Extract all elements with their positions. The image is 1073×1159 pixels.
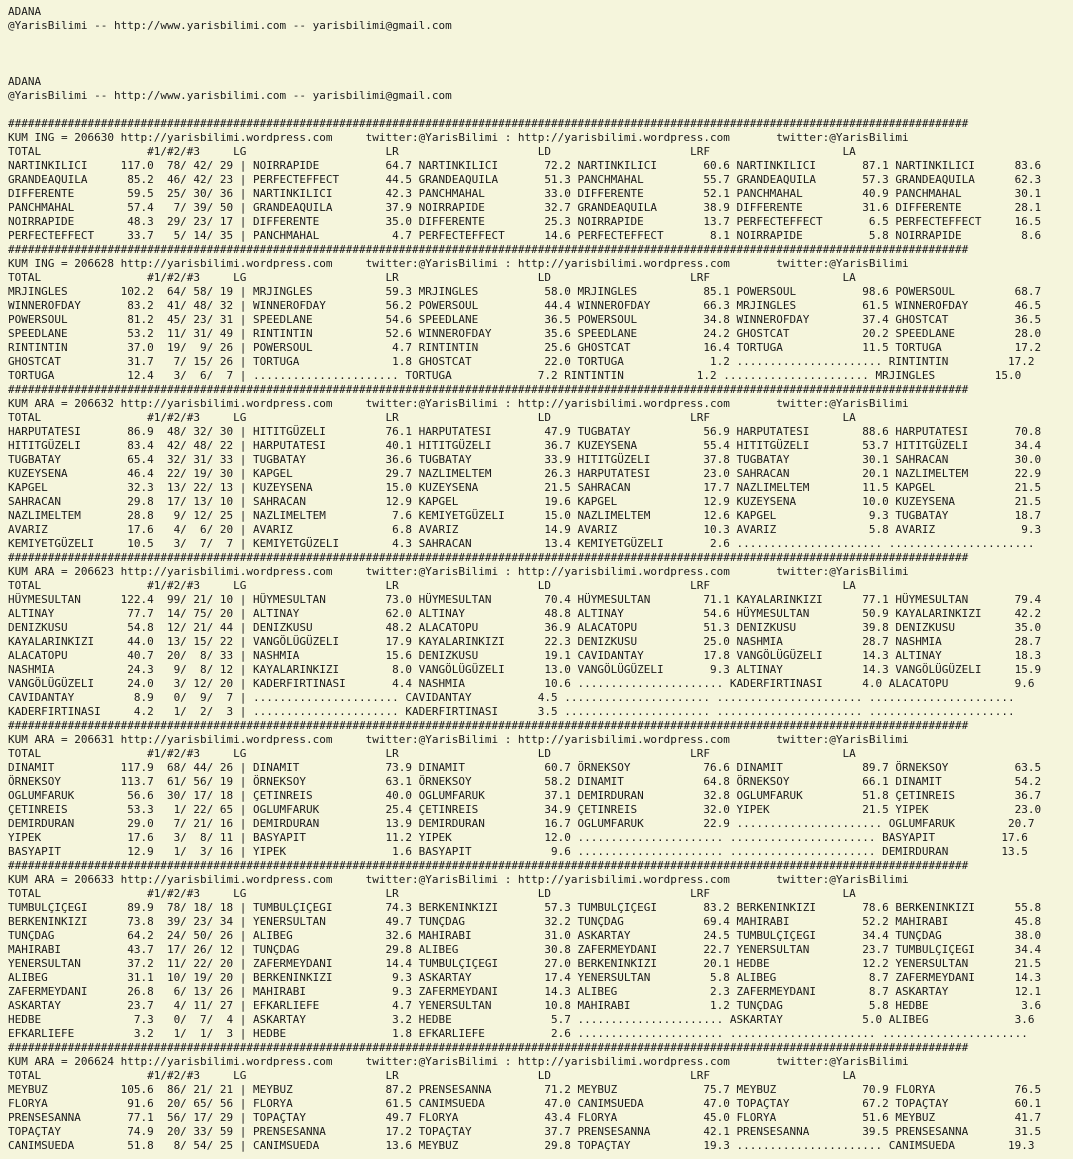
horse-row: ALTINAY 77.7 14/ 75/ 20 | ALTINAY 62.0 ALTINAY 48.8 ALTINAY 54.6 HÜYMESULTAN 50.9 KAYALARINKIZI 42.2 xyxy=(8,607,1042,620)
horse-row: POWERSOUL 81.2 45/ 23/ 31 | SPEEDLANE 54.6 SPEEDLANE 36.5 POWERSOUL 34.8 WINNEROFDAY 37.4 GHOSTCAT 36.5 xyxy=(8,313,1042,326)
horse-row: ZAFERMEYDANI 26.8 6/ 13/ 26 | MAHIRABI 9.3 ZAFERMEYDANI 14.3 ALIBEG 2.3 ZAFERMEYDANI 8.7 ASKARTAY 12.1 xyxy=(8,985,1042,998)
column-header: TOTAL #1/#2/#3 LG LR LD LRF LA xyxy=(8,887,856,900)
horse-row: CANIMSUEDA 51.8 8/ 54/ 25 | CANIMSUEDA 13.6 MEYBUZ 29.8 TOPAÇTAY 19.3 ...................... CANIMSUEDA 19.3 xyxy=(8,1139,1035,1152)
horse-row: TORTUGA 12.4 3/ 6/ 7 | ...................... TORTUGA 7.2 RINTINTIN 1.2 ...................... MRJINGLES 15.0 xyxy=(8,369,1022,382)
column-header: TOTAL #1/#2/#3 LG LR LD LRF LA xyxy=(8,579,856,592)
horse-row: KUZEYSENA 46.4 22/ 19/ 30 | KAPGEL 29.7 NAZLIMELTEM 26.3 HARPUTATESI 23.0 SAHRACAN 20.1 NAZLIMELTEM 22.9 xyxy=(8,467,1042,480)
horse-row: HÜYMESULTAN 122.4 99/ 21/ 10 | HÜYMESULTAN 73.0 HÜYMESULTAN 70.4 HÜYMESULTAN 71.1 KAYALARINKIZI 77.1 HÜYMESULTAN 79.4 xyxy=(8,593,1042,606)
horse-row: TUGBATAY 65.4 32/ 31/ 33 | TUGBATAY 36.6 TUGBATAY 33.9 HITITGÜZELI 37.8 TUGBATAY 30.1 SAHRACAN 30.0 xyxy=(8,453,1042,466)
horse-row: NAZLIMELTEM 28.8 9/ 12/ 25 | NAZLIMELTEM 7.6 KEMIYETGÜZELI 15.0 NAZLIMELTEM 12.6 KAPGEL 9.3 TUGBATAY 18.7 xyxy=(8,509,1042,522)
horse-row: ALACATOPU 40.7 20/ 8/ 33 | NASHMIA 15.6 DENIZKUSU 19.1 CAVIDANTAY 17.8 VANGÖLÜGÜZELI 14.3 ALTINAY 18.3 xyxy=(8,649,1042,662)
race-statistics-document xyxy=(8,5,1070,1159)
horse-row: OGLUMFARUK 56.6 30/ 17/ 18 | ÇETINREIS 40.0 OGLUMFARUK 37.1 DEMIRDURAN 32.8 OGLUMFARUK 51.8 ÇETINREIS 36.7 xyxy=(8,789,1042,802)
horse-row: HARPUTATESI 86.9 48/ 32/ 30 | HITITGÜZELI 76.1 HARPUTATESI 47.9 TUGBATAY 56.9 HARPUTATESI 88.6 HARPUTATESI 70.8 xyxy=(8,425,1042,438)
blank-line xyxy=(8,103,1070,117)
horse-row: ÇETINREIS 53.3 1/ 22/ 65 | OGLUMFARUK 25.4 ÇETINREIS 34.9 ÇETINREIS 32.0 YIPEK 21.5 YIPEK 23.0 xyxy=(8,803,1042,816)
column-header: TOTAL #1/#2/#3 LG LR LD LRF LA xyxy=(8,271,856,284)
blank-line xyxy=(8,61,1070,75)
separator-line: ################################################################################################################################################# xyxy=(8,383,969,396)
contact-line: @YarisBilimi -- http://www.yarisbilimi.com -- yarisbilimi@gmail.com xyxy=(8,89,452,102)
column-header: TOTAL #1/#2/#3 LG LR LD LRF LA xyxy=(8,411,856,424)
horse-row: NOIRRAPIDE 48.3 29/ 23/ 17 | DIFFERENTE 35.0 DIFFERENTE 25.3 NOIRRAPIDE 13.7 PERFECTEFFECT 6.5 PERFECTEFFECT 16.5 xyxy=(8,215,1042,228)
horse-row: SPEEDLANE 53.2 11/ 31/ 49 | RINTINTIN 52.6 WINNEROFDAY 35.6 SPEEDLANE 24.2 GHOSTCAT 20.2 SPEEDLANE 28.0 xyxy=(8,327,1042,340)
column-header: TOTAL #1/#2/#3 LG LR LD LRF LA xyxy=(8,1069,856,1082)
horse-row: ÖRNEKSOY 113.7 61/ 56/ 19 | ÖRNEKSOY 63.1 ÖRNEKSOY 58.2 DINAMIT 64.8 ÖRNEKSOY 66.1 DINAMIT 54.2 xyxy=(8,775,1042,788)
horse-row: KEMIYETGÜZELI 10.5 3/ 7/ 7 | KEMIYETGÜZELI 4.3 SAHRACAN 13.4 KEMIYETGÜZELI 2.6 ...................... ...................... xyxy=(8,537,1035,550)
horse-row: GHOSTCAT 31.7 7/ 15/ 26 | TORTUGA 1.8 GHOSTCAT 22.0 TORTUGA 1.2 ...................... RINTINTIN 17.2 xyxy=(8,355,1035,368)
column-header: TOTAL #1/#2/#3 LG LR LD LRF LA xyxy=(8,747,856,760)
horse-row: PANCHMAHAL 57.4 7/ 39/ 50 | GRANDEAQUILA 37.9 NOIRRAPIDE 32.7 GRANDEAQUILA 38.9 DIFFERENTE 31.6 DIFFERENTE 28.1 xyxy=(8,201,1042,214)
horse-row: HITITGÜZELI 83.4 42/ 48/ 22 | HARPUTATESI 40.1 HITITGÜZELI 36.7 KUZEYSENA 55.4 HITITGÜZELI 53.7 HITITGÜZELI 34.4 xyxy=(8,439,1042,452)
horse-row: DENIZKUSU 54.8 12/ 21/ 44 | DENIZKUSU 48.2 ALACATOPU 36.9 ALACATOPU 51.3 DENIZKUSU 39.8 DENIZKUSU 35.0 xyxy=(8,621,1042,634)
horse-row: GRANDEAQUILA 85.2 46/ 42/ 23 | PERFECTEFFECT 44.5 GRANDEAQUILA 51.3 PANCHMAHAL 55.7 GRANDEAQUILA 57.3 GRANDEAQUILA 62.3 xyxy=(8,173,1042,186)
horse-row: HEDBE 7.3 0/ 7/ 4 | ASKARTAY 3.2 HEDBE 5.7 ...................... ASKARTAY 5.0 ALIBEG 3.6 xyxy=(8,1013,1035,1026)
separator-line: ################################################################################################################################################# xyxy=(8,719,969,732)
horse-row: KAPGEL 32.3 13/ 22/ 13 | KUZEYSENA 15.0 KUZEYSENA 21.5 SAHRACAN 17.7 NAZLIMELTEM 11.5 KAPGEL 21.5 xyxy=(8,481,1042,494)
horse-row: ALIBEG 31.1 10/ 19/ 20 | BERKENINKIZI 9.3 ASKARTAY 17.4 YENERSULTAN 5.8 ALIBEG 8.7 ZAFERMEYDANI 14.3 xyxy=(8,971,1042,984)
horse-row: YIPEK 17.6 3/ 8/ 11 | BASYAPIT 11.2 YIPEK 12.0 ...................... ...................... BASYAPIT 17.6 xyxy=(8,831,1028,844)
horse-row: KAYALARINKIZI 44.0 13/ 15/ 22 | VANGÖLÜGÜZELI 17.9 KAYALARINKIZI 22.3 DENIZKUSU 25.0 NASHMIA 28.7 NASHMIA 28.7 xyxy=(8,635,1042,648)
race-header: KUM ARA = 206623 http://yarisbilimi.wordpress.com twitter:@YarisBilimi : http://yarisbilimi.wordpress.com twitter:@YarisBilimi xyxy=(8,565,909,578)
separator-line: ################################################################################################################################################# xyxy=(8,551,969,564)
horse-row: MRJINGLES 102.2 64/ 58/ 19 | MRJINGLES 59.3 MRJINGLES 58.0 MRJINGLES 85.1 POWERSOUL 98.6 POWERSOUL 68.7 xyxy=(8,285,1042,298)
race-header: KUM ARA = 206631 http://yarisbilimi.wordpress.com twitter:@YarisBilimi : http://yarisbilimi.wordpress.com twitter:@YarisBilimi xyxy=(8,733,909,746)
horse-row: PRENSESANNA 77.1 56/ 17/ 29 | TOPAÇTAY 49.7 FLORYA 43.4 FLORYA 45.0 FLORYA 51.6 MEYBUZ 41.7 xyxy=(8,1111,1042,1124)
horse-row: FLORYA 91.6 20/ 65/ 56 | FLORYA 61.5 CANIMSUEDA 47.0 CANIMSUEDA 47.0 TOPAÇTAY 67.2 TOPAÇTAY 60.1 xyxy=(8,1097,1042,1110)
horse-row: SAHRACAN 29.8 17/ 13/ 10 | SAHRACAN 12.9 KAPGEL 19.6 KAPGEL 12.9 KUZEYSENA 10.0 KUZEYSENA 21.5 xyxy=(8,495,1042,508)
blank-line xyxy=(8,47,1070,61)
horse-row: TUMBULÇIÇEGI 89.9 78/ 18/ 18 | TUMBULÇIÇEGI 74.3 BERKENINKIZI 57.3 TUMBULÇIÇEGI 83.2 BERKENINKIZI 78.6 BERKENINKIZI 55.8 xyxy=(8,901,1042,914)
horse-row: KADERFIRTINASI 4.2 1/ 2/ 3 | ...................... KADERFIRTINASI 3.5 ...................... ...................... ...................... xyxy=(8,705,1015,718)
city-header: ADANA xyxy=(8,5,42,18)
separator-line: ################################################################################################################################################# xyxy=(8,117,969,130)
horse-row: RINTINTIN 37.0 19/ 9/ 26 | POWERSOUL 4.7 RINTINTIN 25.6 GHOSTCAT 16.4 TORTUGA 11.5 TORTUGA 17.2 xyxy=(8,341,1042,354)
horse-row: MEYBUZ 105.6 86/ 21/ 21 | MEYBUZ 87.2 PRENSESANNA 71.2 MEYBUZ 75.7 MEYBUZ 70.9 FLORYA 76.5 xyxy=(8,1083,1042,1096)
horse-row: CAVIDANTAY 8.9 0/ 9/ 7 | ...................... CAVIDANTAY 4.5 ...................... ...................... ...................... xyxy=(8,691,1015,704)
separator-line: ################################################################################################################################################# xyxy=(8,859,969,872)
race-header: KUM ING = 206628 http://yarisbilimi.wordpress.com twitter:@YarisBilimi : http://yarisbilimi.wordpress.com twitter:@YarisBilimi xyxy=(8,257,909,270)
horse-row: WINNEROFDAY 83.2 41/ 48/ 32 | WINNEROFDAY 56.2 POWERSOUL 44.4 WINNEROFDAY 66.3 MRJINGLES 61.5 WINNEROFDAY 46.5 xyxy=(8,299,1042,312)
horse-row: VANGÖLÜGÜZELI 24.0 3/ 12/ 20 | KADERFIRTINASI 4.4 NASHMIA 10.6 ...................... KADERFIRTINASI 4.0 ALACATOPU 9.6 xyxy=(8,677,1035,690)
contact-line: @YarisBilimi -- http://www.yarisbilimi.com -- yarisbilimi@gmail.com xyxy=(8,19,452,32)
horse-row: MAHIRABI 43.7 17/ 26/ 12 | TUNÇDAG 29.8 ALIBEG 30.8 ZAFERMEYDANI 22.7 YENERSULTAN 23.7 TUMBULÇIÇEGI 34.4 xyxy=(8,943,1042,956)
horse-row: YENERSULTAN 37.2 11/ 22/ 20 | ZAFERMEYDANI 14.4 TUMBULÇIÇEGI 27.0 BERKENINKIZI 20.1 HEDBE 12.2 YENERSULTAN 21.5 xyxy=(8,957,1042,970)
horse-row: DEMIRDURAN 29.0 7/ 21/ 16 | DEMIRDURAN 13.9 DEMIRDURAN 16.7 OGLUMFARUK 22.9 ...................... OGLUMFARUK 20.7 xyxy=(8,817,1035,830)
horse-row: TUNÇDAG 64.2 24/ 50/ 26 | ALIBEG 32.6 MAHIRABI 31.0 ASKARTAY 24.5 TUMBULÇIÇEGI 34.4 TUNÇDAG 38.0 xyxy=(8,929,1042,942)
race-header: KUM ARA = 206632 http://yarisbilimi.wordpress.com twitter:@YarisBilimi : http://yarisbilimi.wordpress.com twitter:@YarisBilimi xyxy=(8,397,909,410)
horse-row: TOPAÇTAY 74.9 20/ 33/ 59 | PRENSESANNA 17.2 TOPAÇTAY 37.7 PRENSESANNA 42.1 PRENSESANNA 39.5 PRENSESANNA 31.5 xyxy=(8,1125,1042,1138)
horse-row: NARTINKILICI 117.0 78/ 42/ 29 | NOIRRAPIDE 64.7 NARTINKILICI 72.2 NARTINKILICI 60.6 NARTINKILICI 87.1 NARTINKILICI 83.6 xyxy=(8,159,1042,172)
horse-row: NASHMIA 24.3 9/ 8/ 12 | KAYALARINKIZI 8.0 VANGÖLÜGÜZELI 13.0 VANGÖLÜGÜZELI 9.3 ALTINAY 14.3 VANGÖLÜGÜZELI 15.9 xyxy=(8,663,1042,676)
horse-row: BASYAPIT 12.9 1/ 3/ 16 | YIPEK 1.6 BASYAPIT 9.6 ...................... ...................... DEMIRDURAN 13.5 xyxy=(8,845,1028,858)
race-header: KUM ARA = 206624 http://yarisbilimi.wordpress.com twitter:@YarisBilimi : http://yarisbilimi.wordpress.com twitter:@YarisBilimi xyxy=(8,1055,909,1068)
horse-row: DINAMIT 117.9 68/ 44/ 26 | DINAMIT 73.9 DINAMIT 60.7 ÖRNEKSOY 76.6 DINAMIT 89.7 ÖRNEKSOY 63.5 xyxy=(8,761,1042,774)
horse-row: AVARIZ 17.6 4/ 6/ 20 | AVARIZ 6.8 AVARIZ 14.9 AVARIZ 10.3 AVARIZ 5.8 AVARIZ 9.3 xyxy=(8,523,1042,536)
horse-row: EFKARLIEFE 3.2 1/ 1/ 3 | HEDBE 1.8 EFKARLIEFE 2.6 ...................... ...................... ...................... xyxy=(8,1027,1028,1040)
horse-row: BERKENINKIZI 73.8 39/ 23/ 34 | YENERSULTAN 49.7 TUNÇDAG 32.2 TUNÇDAG 69.4 MAHIRABI 52.2 MAHIRABI 45.8 xyxy=(8,915,1042,928)
separator-line: ################################################################################################################################################# xyxy=(8,243,969,256)
blank-line xyxy=(8,33,1070,47)
horse-row: ASKARTAY 23.7 4/ 11/ 27 | EFKARLIEFE 4.7 YENERSULTAN 10.8 MAHIRABI 1.2 TUNÇDAG 5.8 HEDBE 3.6 xyxy=(8,999,1042,1012)
city-header: ADANA xyxy=(8,75,42,88)
race-header: KUM ING = 206630 http://yarisbilimi.wordpress.com twitter:@YarisBilimi : http://yarisbilimi.wordpress.com twitter:@YarisBilimi xyxy=(8,131,909,144)
horse-row: DIFFERENTE 59.5 25/ 30/ 36 | NARTINKILICI 42.3 PANCHMAHAL 33.0 DIFFERENTE 52.1 PANCHMAHAL 40.9 PANCHMAHAL 30.1 xyxy=(8,187,1042,200)
race-header: KUM ARA = 206633 http://yarisbilimi.wordpress.com twitter:@YarisBilimi : http://yarisbilimi.wordpress.com twitter:@YarisBilimi xyxy=(8,873,909,886)
horse-row: PERFECTEFFECT 33.7 5/ 14/ 35 | PANCHMAHAL 4.7 PERFECTEFFECT 14.6 PERFECTEFFECT 8.1 NOIRRAPIDE 5.8 NOIRRAPIDE 8.6 xyxy=(8,229,1042,242)
column-header: TOTAL #1/#2/#3 LG LR LD LRF LA xyxy=(8,145,856,158)
separator-line: ################################################################################################################################################# xyxy=(8,1041,969,1054)
